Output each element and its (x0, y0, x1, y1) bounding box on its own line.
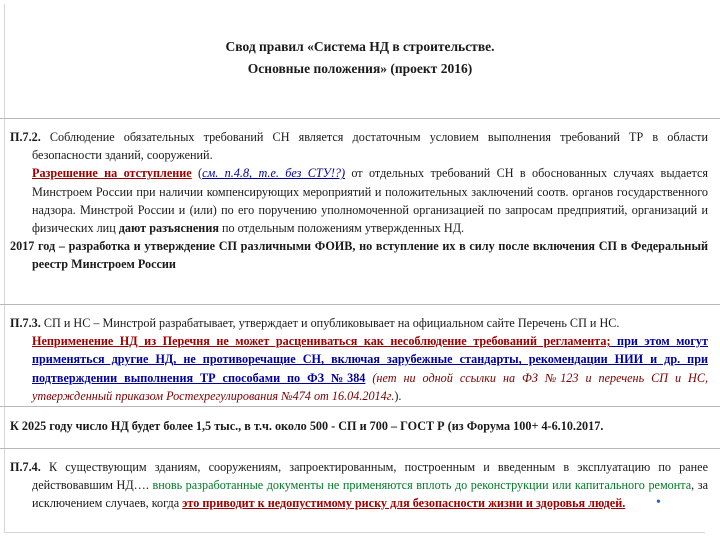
section-7-3 (10, 314, 708, 405)
paragraph-7-2-intro (10, 128, 708, 164)
divider (0, 406, 720, 407)
risk-exception: это приводит к недопустимому риску для безопасности жизни и здоровья людей. (182, 496, 626, 511)
clause-text: Соблюдение обязательных требований СН является достаточным условием выполнения требований ТР в области безопасности зданий, сооружений. (32, 130, 708, 163)
divider (0, 118, 720, 119)
divider (0, 448, 720, 449)
non-application-statement: Неприменение НД из Перечня не может расцениваться как несоблюдение требований регламента; (32, 334, 611, 349)
forecast-2025: К 2025 году число НД будет более 1,5 тыс., в т.ч. около 500 - СП и 700 – ГОСТ Р (из Форума 100+ 4-6.10.2017. (10, 419, 604, 433)
reference-note: см. п.4.8, т.е. без СТУ!?) (202, 166, 346, 181)
fz-reference-note: (нет ни одной ссылки на ФЗ №123 и перечень СП и НС, утвержденный приказом Ростехрегулирования №474 от 16.04.2014г. (32, 370, 709, 403)
divider (0, 304, 720, 305)
clause-number: П.7.4. (10, 460, 41, 474)
section-7-4 (10, 458, 708, 513)
paragraph-7-3-detail: Неприменение НД из Перечня не может расцениваться как несоблюдение требований регламента; при этом могут применяться другие НД, не противоречащие СН, включая зарубежные стандарты, рекомендации НИИ и др. при подтверждении выполнения ТР способами по ФЗ №384 (нет ни одной ссылки на ФЗ №123 и перечень СП и НС, утвержденный приказом Ростехрегулирования №474 от 16.04.2014г.). (32, 334, 709, 403)
deviation-permission: Разрешение на отступление (32, 166, 192, 181)
title-line-2: Основные положения» (проект 2016) (247, 61, 473, 76)
paragraph-2017-note: 2017 год – разработка и утверждение СП различными ФОИВ, но вступление их в силу после включения СП в Федеральный реестр Минстроем России (10, 239, 708, 272)
clause-number: П.7.3. (10, 316, 41, 330)
paragraph-7-2-deviation: Разрешение на отступление (см. п.4.8, т.е. без СТУ!?) от отдельных требований СН в обоснованных случаях выдается Минстроем России при наличии компенсирующих мероприятий и положительных заключений соотв. органов государственного надзора. Минстрой России и (или) по его поручению уполномоченной организацией по запросам предприятий, организаций и физических лиц дают разъяснения по отдельным положениям утвержденных НД. (32, 166, 709, 236)
clause-number: П.7.2. (10, 130, 41, 144)
section-2025 (10, 417, 708, 435)
title-line-1: Свод правил «Система НД в строительстве. (225, 39, 495, 54)
paragraph-7-4: П.7.4. К существующим зданиям, сооружениям, запроектированным, построенным и введенным в эксплуатацию по ранее действовавшим НД…. вновь разработанные документы не применяются вплоть до реконструкции или капитального ремонта, за исключением случаев, когда это приводит к недопустимому риску для безопасности жизни и здоровья людей. • (10, 460, 708, 511)
alternative-standards: при этом могут применяться другие НД, не противоречащие СН, включая зарубежные стандарты, рекомендации НИИ и др. при подтверждении выполнения ТР способами по ФЗ №384 (32, 334, 708, 385)
paragraph-7-3: П.7.3. СП и НС – Минстрой разрабатывает, утверждает и опубликовывает на официальном сайте Перечень СП и НС. (10, 316, 620, 330)
clarifications-highlight: дают разъяснения (118, 221, 219, 236)
page-title (0, 36, 720, 80)
new-docs-statement: вновь разработанные документы не применяются вплоть до реконструкции или капитального ремонта (148, 478, 692, 493)
section-7-2 (10, 128, 708, 274)
